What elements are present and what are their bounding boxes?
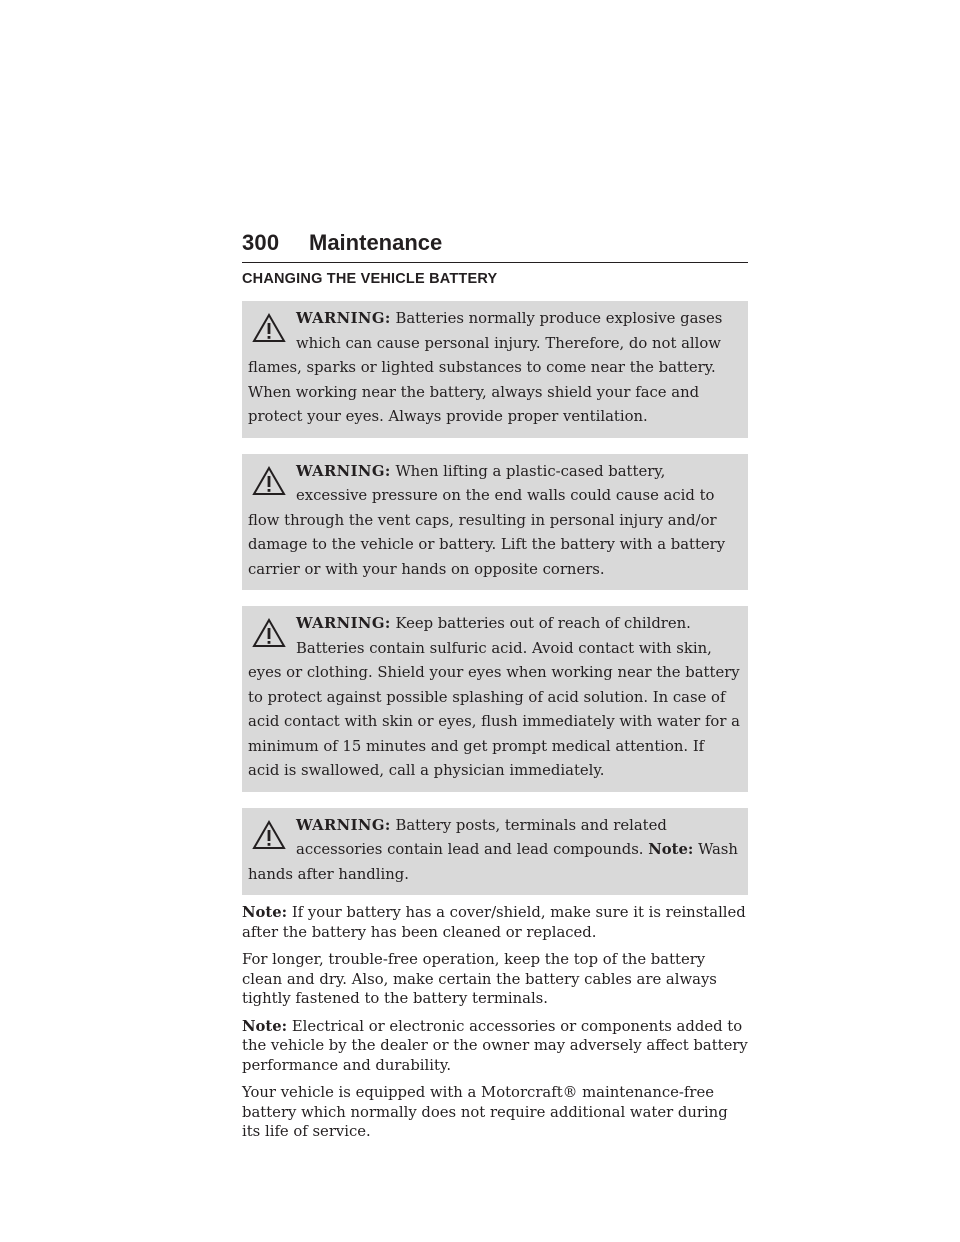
warning-label: WARNING: (296, 310, 391, 327)
warning-triangle-icon (252, 313, 286, 343)
warning-label: WARNING: (296, 462, 391, 480)
page-header (242, 228, 748, 263)
warning-label: WARNING: (296, 615, 391, 632)
warning-triangle-icon (252, 820, 286, 850)
warning-label: WARNING: (296, 816, 391, 834)
warning-note-label: Note: (648, 841, 694, 858)
warning-box (242, 454, 748, 591)
warning-text: When lifting a plastic-cased battery, excessive pressure on the end walls could cause acid to flow through the vent caps, resulting in personal injury and/or damage to the vehicle or battery. Lift the battery with a battery carrier or with your hands on opposite corners. (248, 462, 726, 578)
paragraph-text: Your vehicle is equipped with a Motorcraft® maintenance-free battery which normally does not require additional water during its life of service. (242, 1084, 728, 1140)
warning-triangle-icon (252, 618, 286, 648)
section-heading: CHANGING THE VEHICLE BATTERY (242, 271, 498, 287)
warning-text: Batteries normally produce explosive gases which can cause personal injury. Therefore, do not allow flames, sparks or lighted substances to come near the battery. When working near the battery, always shield your face and protect your eyes. Always provide proper ventilation. (248, 310, 723, 425)
note-paragraph (242, 903, 748, 942)
warning-box (242, 301, 748, 438)
page-number: 300 (242, 230, 280, 255)
warning-note-text: Wash hands after handling. (248, 841, 738, 883)
warning-text: Battery posts, terminals and related accessories contain lead and lead compounds. (296, 816, 667, 858)
paragraph-text: Electrical or electronic accessories or components added to the vehicle by the dealer or the owner may adversely affect battery performance and durability. (242, 1017, 748, 1074)
warning-text: Keep batteries out of reach of children. Batteries contain sulfuric acid. Avoid contact with skin, eyes or clothing. Shield your eyes when working near the battery to protect against possible splashing of acid solution. In case of acid contact with skin or eyes, flush immediately with water for a minimum of 15 minutes and get prompt medical attention. If acid is swallowed, call a physician immediately. (248, 615, 740, 779)
warning-box (242, 808, 748, 896)
note-label: Note: (242, 1017, 288, 1035)
note-paragraph (242, 1017, 748, 1076)
note-label: Note: (242, 904, 288, 921)
paragraph-text: For longer, trouble-free operation, keep the top of the battery clean and dry. Also, make certain the battery cables are always tightly fastened to the battery terminals. (242, 951, 717, 1007)
section-title: Maintenance (309, 230, 443, 255)
body-paragraph (242, 1083, 748, 1142)
page-content (242, 268, 748, 1150)
paragraph-text: If your battery has a cover/shield, make sure it is reinstalled after the battery has been cleaned or replaced. (242, 904, 746, 941)
warning-box (242, 606, 748, 792)
warning-triangle-icon (252, 466, 286, 496)
body-paragraph (242, 950, 748, 1009)
